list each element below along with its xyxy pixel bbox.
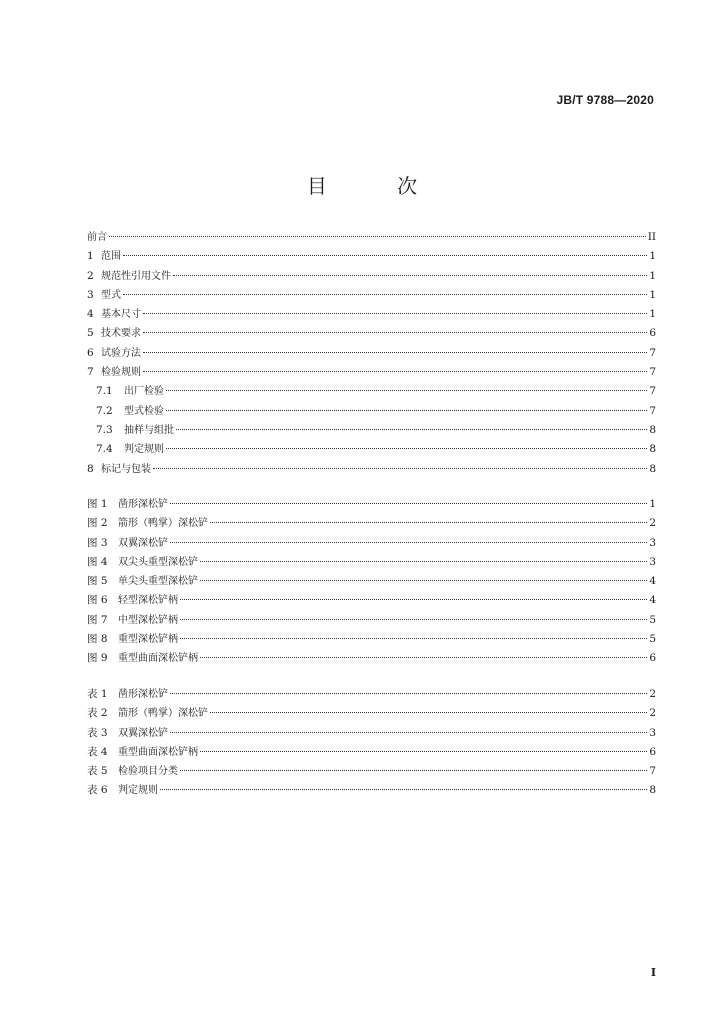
section-number: 7.3 [96,423,113,436]
section-number: 3 [87,288,94,301]
section-entry[interactable] [87,228,656,247]
table-title: 凿形深松铲 [118,689,168,700]
dot-leader [143,352,647,353]
toc-figures [87,495,656,669]
section-page-number: 8 [649,423,656,436]
figure-page-number: 3 [649,536,656,549]
table-number: 表 2 [87,707,108,720]
section-number: 8 [87,462,94,475]
figure-title: 双尖头重型深松铲 [118,556,198,568]
figure-number: 图 4 [87,555,108,568]
table-number: 表 5 [87,765,108,778]
figure-title: 单尖头重型深松铲 [118,576,198,588]
page-title: 目 次 [306,174,450,198]
table-entry[interactable] [87,781,656,800]
figure-page-number: 1 [649,498,656,510]
section-title: 型式 [101,289,121,301]
dot-leader [180,770,647,771]
section-entry[interactable] [87,460,656,479]
table-number: 表 3 [87,726,108,739]
dot-leader [173,275,647,276]
section-page-number: II [647,231,656,243]
section-page-number: 7 [649,346,656,359]
section-number: 7.1 [96,385,113,398]
table-title: 重型曲面深松铲柄 [118,746,198,758]
section-entry[interactable] [87,382,656,401]
figure-number: 图 5 [87,575,108,588]
section-title: 检验规则 [101,367,141,379]
figure-page-number: 5 [649,633,656,646]
section-page-number: 1 [649,308,656,321]
figure-title: 凿形深松铲 [118,499,168,510]
section-number: 4 [87,308,94,321]
figure-entry[interactable] [87,591,656,610]
figure-number: 图 6 [87,594,108,607]
dot-leader [170,542,647,543]
dot-leader [160,789,647,790]
section-title: 规范性引用文件 [101,270,171,282]
figure-number: 图 7 [87,613,108,626]
dot-leader [210,712,647,713]
section-number: 1 [87,250,94,263]
section-number: 7.2 [96,404,113,417]
figure-page-number: 4 [649,575,656,588]
section-page-number: 7 [649,385,656,398]
figure-page-number: 2 [649,517,656,530]
figure-entry[interactable] [87,630,656,649]
dot-leader [170,693,647,694]
dot-leader [170,732,647,733]
figure-entry[interactable] [87,611,656,630]
figure-title: 中型深松铲柄 [118,614,178,626]
section-title: 型式检验 [124,405,164,417]
table-number: 表 6 [87,784,108,797]
table-entry[interactable] [87,685,656,704]
figure-number: 图 8 [87,633,108,646]
figure-title: 轻型深松铲柄 [118,595,178,607]
section-page-number: 7 [649,366,656,379]
table-entry[interactable] [87,704,656,723]
table-page-number: 6 [649,745,656,758]
section-title: 基本尺寸 [101,309,141,321]
dot-leader [180,599,647,600]
section-number: 7.4 [96,443,113,456]
figure-title: 箭形（鸭掌）深松铲 [118,518,208,530]
section-title: 前言 [87,232,107,243]
section-page-number: 6 [649,327,656,340]
dot-leader [153,468,647,469]
section-title: 范围 [101,251,121,263]
section-entry[interactable] [87,267,656,286]
section-number: 6 [87,346,94,359]
figure-entry[interactable] [87,553,656,572]
section-page-number: 8 [649,462,656,475]
table-entry[interactable] [87,762,656,781]
section-page-number: 8 [649,443,656,456]
dot-leader [143,332,647,333]
dot-leader [166,410,647,411]
table-title: 双翼深松铲 [118,727,168,739]
table-title: 检验项目分类 [118,766,178,778]
section-entry[interactable] [87,247,656,266]
table-page-number: 2 [649,707,656,720]
section-entry[interactable] [87,305,656,324]
dot-leader [109,236,646,237]
figure-title: 重型深松铲柄 [118,634,178,646]
dot-leader [180,619,647,620]
section-entry[interactable] [87,402,656,421]
table-page-number: 2 [649,688,656,700]
dot-leader [170,503,647,504]
section-title: 出厂检验 [124,386,164,398]
figure-entry[interactable] [87,649,656,668]
section-page-number: 1 [649,250,656,263]
figure-number: 图 1 [87,498,108,510]
section-entry[interactable] [87,344,656,363]
dot-leader [143,313,647,314]
figure-page-number: 5 [649,613,656,626]
table-page-number: 8 [649,784,656,797]
toc-sections [87,228,656,479]
section-title: 判定规则 [124,444,164,456]
dot-leader [200,561,647,562]
dot-leader [176,429,647,430]
figure-number: 图 3 [87,536,108,549]
figure-number: 图 2 [87,517,108,530]
table-title: 判定规则 [118,785,158,797]
section-title: 技术要求 [101,328,141,340]
dot-leader [143,371,647,372]
figure-page-number: 6 [649,652,656,665]
section-entry[interactable] [87,363,656,382]
dot-leader [166,390,647,391]
table-page-number: 7 [649,765,656,778]
dot-leader [166,448,647,449]
figure-page-number: 3 [649,555,656,568]
dot-leader [180,638,647,639]
section-number: 2 [87,269,94,282]
figure-entry[interactable] [87,534,656,553]
section-title: 标记与包装 [101,463,151,475]
table-entry[interactable] [87,743,656,762]
section-title: 试验方法 [101,347,141,359]
section-entry[interactable] [87,440,656,459]
figure-title: 双翼深松铲 [118,537,168,549]
dot-leader [210,522,647,523]
dot-leader [123,294,647,295]
table-title: 箭形（鸭掌）深松铲 [118,708,208,720]
toc-tables [87,685,656,801]
figure-number: 图 9 [87,652,108,665]
section-number: 7 [87,366,94,379]
dot-leader [123,255,647,256]
section-entry[interactable] [87,324,656,343]
dot-leader [200,657,647,658]
section-number: 5 [87,327,94,340]
document-code: JB/T 9788—2020 [556,93,654,107]
figure-entry[interactable] [87,514,656,533]
dot-leader [200,751,647,752]
section-page-number: 1 [649,288,656,301]
table-number: 表 4 [87,745,108,758]
section-entry[interactable] [87,421,656,440]
figure-entry[interactable] [87,495,656,514]
figure-page-number: 4 [649,594,656,607]
section-page-number: 7 [649,404,656,417]
table-page-number: 3 [649,726,656,739]
page-number: I [650,966,656,979]
section-title: 抽样与组批 [124,424,174,436]
figure-title: 重型曲面深松铲柄 [118,653,198,665]
figure-entry[interactable] [87,572,656,591]
section-entry[interactable] [87,286,656,305]
table-number: 表 1 [87,688,108,700]
section-page-number: 1 [649,269,656,282]
table-entry[interactable] [87,724,656,743]
dot-leader [200,580,647,581]
